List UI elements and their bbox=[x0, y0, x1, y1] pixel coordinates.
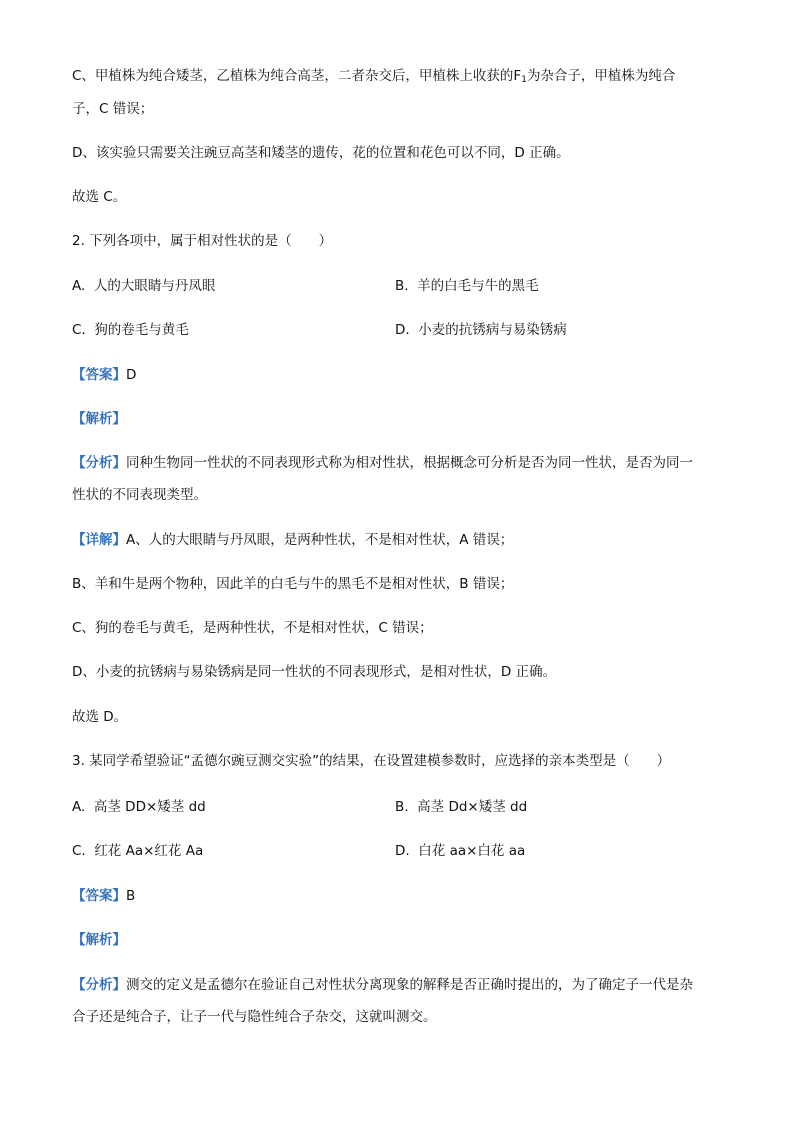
q3-stem: 3. 某同学希望验证“孟德尔豌豆测交实验”的结果，在设置建模参数时，应选择的亲本类型是（ ） bbox=[72, 753, 671, 769]
q2-xiangjie-a-text: A、人的大眼睛与丹凤眼，是两种性状，不是相对性状，A 错误； bbox=[126, 532, 514, 548]
q1-line-c-1-text: C、甲植株为纯合矮茎，乙植株为纯合高茎，二者杂交后，甲植株上收获的F bbox=[72, 68, 522, 84]
q3-option-c bbox=[72, 841, 203, 861]
q2-option-c-letter: C. bbox=[72, 322, 86, 338]
q2-answer bbox=[72, 365, 722, 385]
q2-line-c: C、狗的卷毛与黄毛，是两种性状，不是相对性状，C 错误； bbox=[72, 620, 433, 636]
q2-option-a-letter: A. bbox=[72, 278, 86, 294]
q2-option-a bbox=[72, 276, 215, 296]
q3-options-row-1 bbox=[72, 797, 722, 817]
q3-option-a bbox=[72, 797, 206, 817]
q2-option-c-text: 狗的卷毛与黄毛 bbox=[94, 322, 189, 338]
q2-analysis bbox=[72, 409, 722, 429]
q2-answer-value: D bbox=[126, 367, 137, 383]
q3-option-d-letter: D. bbox=[395, 843, 410, 859]
q3-answer bbox=[72, 886, 722, 906]
q3-analysis-label: 【解析】 bbox=[72, 932, 126, 948]
q3-options-row-2 bbox=[72, 841, 722, 861]
q3-fenxi-line-2: 合子还是纯合子，让子一代与隐性纯合子杂交，这就叫测交。 bbox=[72, 1009, 437, 1025]
q2-fenxi-label: 【分析】 bbox=[72, 455, 126, 471]
q1-line-c-1-text-end: 为杂合子，甲植株为纯合 bbox=[526, 68, 676, 84]
q2-option-d bbox=[395, 320, 567, 340]
q3-option-d-text: 白花 aa×白花 aa bbox=[418, 843, 526, 859]
q2-option-b bbox=[395, 276, 539, 296]
q2-options-row-1 bbox=[72, 276, 722, 296]
q3-option-c-text: 红花 Aa×红花 Aa bbox=[94, 843, 204, 859]
q2-option-b-letter: B. bbox=[395, 278, 409, 294]
q1-line-d: D、该实验只需要关注豌豆高茎和矮茎的遗传，花的位置和花色可以不同，D 正确。 bbox=[72, 145, 570, 161]
q3-analysis bbox=[72, 930, 722, 950]
q2-fenxi-line-2: 性状的不同表现类型。 bbox=[72, 487, 207, 503]
q2-conclusion: 故选 D。 bbox=[72, 709, 128, 725]
q3-option-c-letter: C. bbox=[72, 843, 86, 859]
q3-option-a-letter: A. bbox=[72, 799, 86, 815]
q3-option-a-text: 高茎 DD×矮茎 dd bbox=[93, 799, 206, 815]
q1-line-c-1-subscript: 1 bbox=[521, 75, 527, 85]
q3-option-b bbox=[395, 797, 527, 817]
q2-option-d-text: 小麦的抗锈病与易染锈病 bbox=[418, 322, 567, 338]
q3-fenxi-label: 【分析】 bbox=[72, 977, 126, 993]
q3-option-b-text: 高茎 Dd×矮茎 dd bbox=[417, 799, 528, 815]
q2-option-b-text: 羊的白毛与牛的黑毛 bbox=[417, 278, 539, 294]
q2-answer-label: 【答案】 bbox=[72, 367, 126, 383]
q2-xiangjie-label: 【详解】 bbox=[72, 532, 126, 548]
q2-stem: 2. 下列各项中，属于相对性状的是（ ） bbox=[72, 233, 333, 249]
q3-answer-value: B bbox=[126, 888, 136, 904]
q3-fenxi-text-1: 测交的定义是孟德尔在验证自己对性状分离现象的解释是否正确时提出的，为了确定子一代是杂 bbox=[126, 977, 693, 993]
q2-option-c bbox=[72, 320, 189, 340]
q3-option-b-letter: B. bbox=[395, 799, 409, 815]
q2-xiangjie-a bbox=[72, 530, 722, 550]
q3-fenxi-line-1 bbox=[72, 975, 722, 995]
q2-options-row-2 bbox=[72, 320, 722, 340]
q2-line-d: D、小麦的抗锈病与易染锈病是同一性状的不同表现形式，是相对性状，D 正确。 bbox=[72, 664, 557, 680]
q1-conclusion: 故选 C。 bbox=[72, 189, 127, 205]
q2-analysis-label: 【解析】 bbox=[72, 411, 126, 427]
q2-option-a-text: 人的大眼睛与丹凤眼 bbox=[93, 278, 216, 294]
q3-answer-label: 【答案】 bbox=[72, 888, 126, 904]
q1-line-c-1 bbox=[72, 66, 722, 86]
q2-fenxi-text-1: 同种生物同一性状的不同表现形式称为相对性状，根据概念可分析是否为同一性状，是否为同一 bbox=[126, 455, 693, 471]
q2-fenxi-line-1 bbox=[72, 453, 722, 473]
q2-option-d-letter: D. bbox=[395, 322, 410, 338]
q2-line-b: B、羊和牛是两个物种，因此羊的白毛与牛的黑毛不是相对性状，B 错误； bbox=[72, 576, 514, 592]
q3-option-d bbox=[395, 841, 525, 861]
q1-line-c-2: 子，C 错误； bbox=[72, 101, 154, 117]
